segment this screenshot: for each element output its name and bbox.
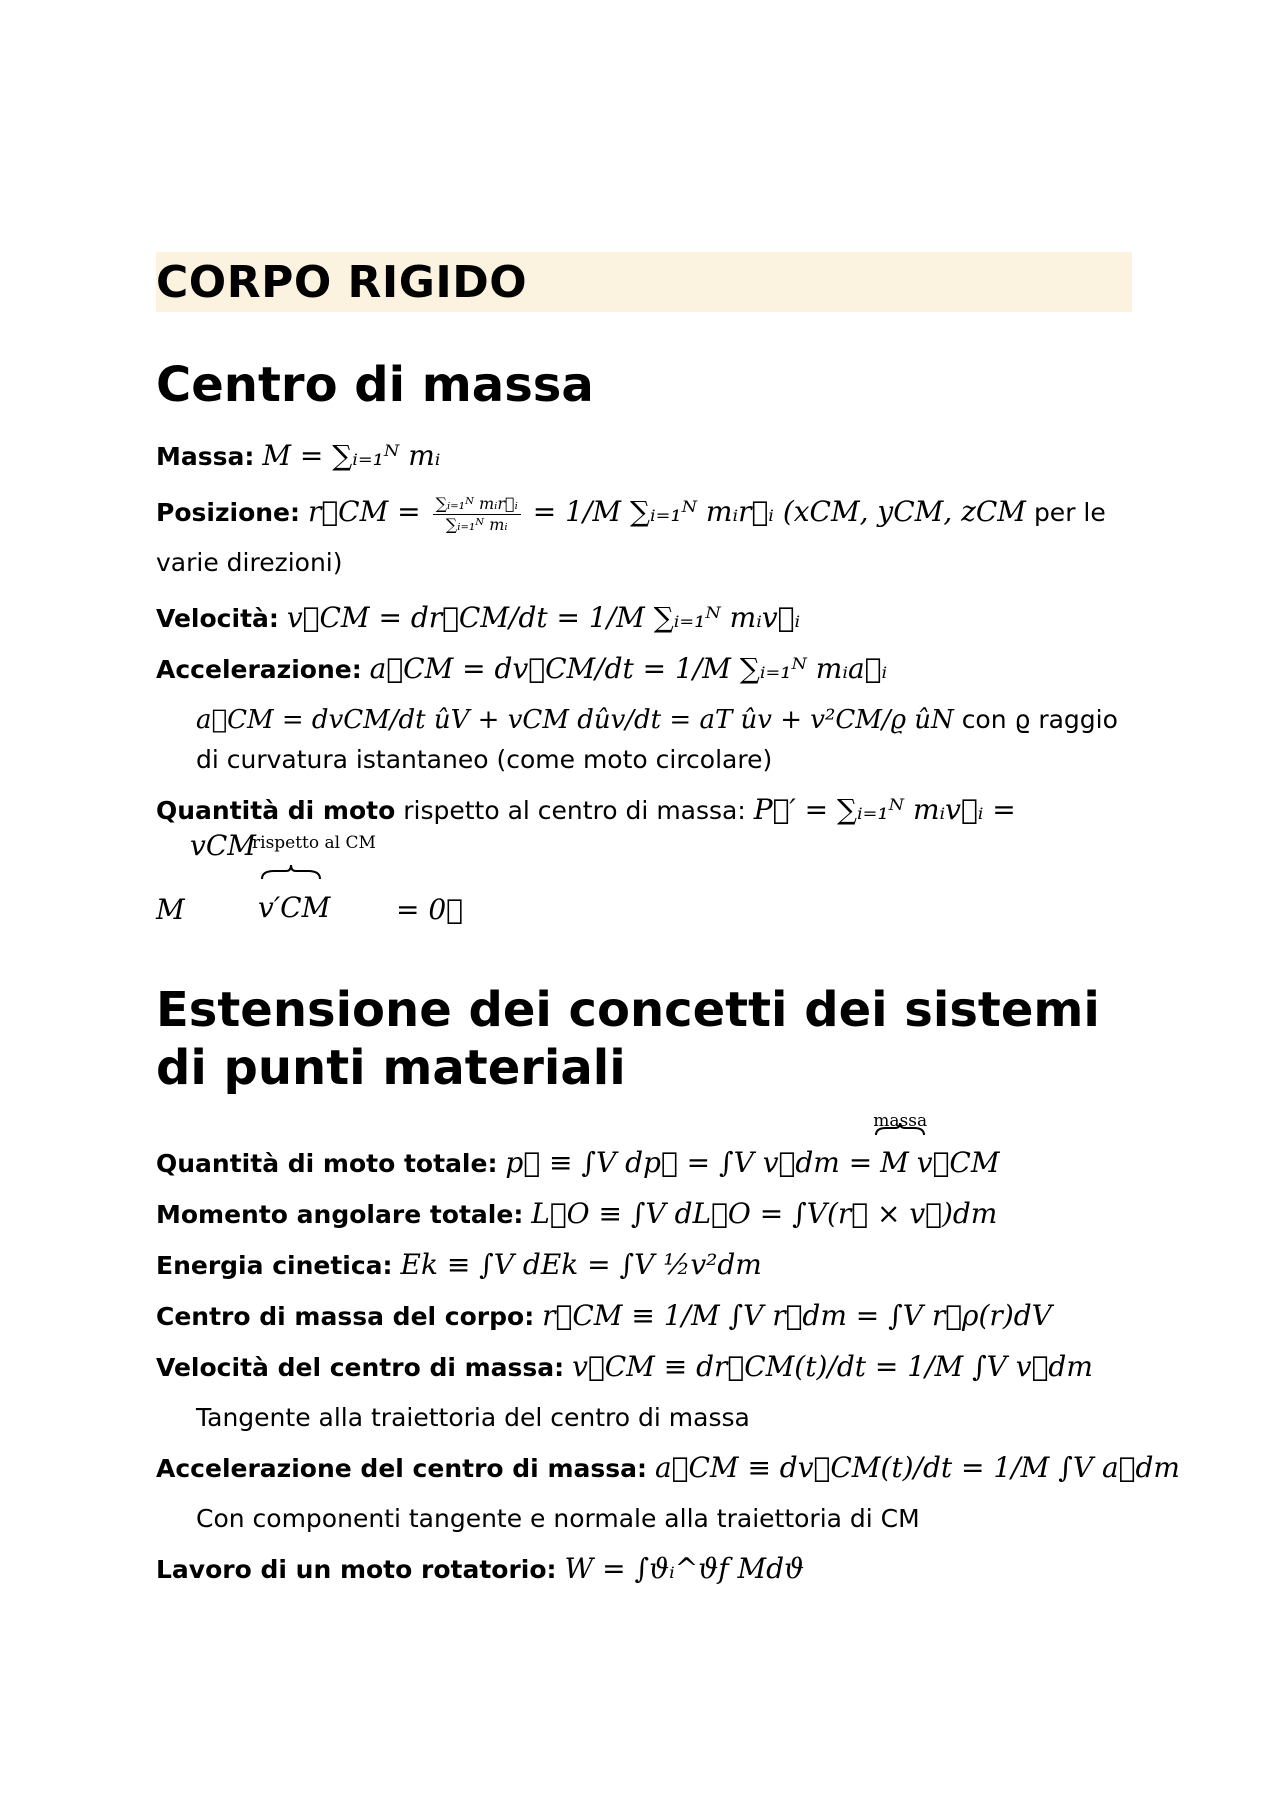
posizione-line: [156, 487, 1132, 588]
item-velocita-centro-massa: [156, 1347, 1132, 1388]
posizione-label: Posizione:: [156, 498, 300, 527]
accelerazione-line: [156, 649, 1132, 690]
quantita-di-moto-brace-block: [156, 831, 1132, 941]
velocita-formula: v⃗CM = dr⃗CM/dt = 1/M ∑ᵢ₌₁ᴺ mᵢv⃗ᵢ: [286, 601, 801, 634]
item-note: Con componenti tangente e normale alla traiettoria di CM: [196, 1504, 920, 1533]
quantita-di-moto-text: rispetto al centro di massa:: [403, 796, 746, 825]
section-heading-estensione: Estensione dei concetti dei sistemi di punti materiali: [156, 982, 1100, 1096]
equals-zero-vector: = 0⃗: [396, 893, 463, 926]
page-title: CORPO RIGIDO: [156, 256, 528, 308]
item-label: Velocità del centro di massa:: [156, 1353, 565, 1382]
item-formula: r⃗CM ≡ 1/M ∫V r⃗dm = ∫V r⃗ρ(r)dV: [542, 1299, 1052, 1332]
massa-formula: M = ∑ᵢ₌₁ᴺ mᵢ: [262, 439, 441, 472]
velocita-label: Velocità:: [156, 604, 279, 633]
title-banner: [156, 252, 1132, 312]
accelerazione-detail-text: con ϱ raggio di curvatura istantaneo (come moto circolare): [196, 705, 1118, 774]
item-lavoro-moto-rotatorio: [156, 1549, 1132, 1590]
accelerazione-detail-line: [156, 700, 1132, 780]
item-label: Lavoro di un moto rotatorio:: [156, 1555, 557, 1584]
item-label: Accelerazione del centro di massa:: [156, 1454, 647, 1483]
item-label: Quantità di moto totale:: [156, 1149, 498, 1178]
item-label: Centro di massa del corpo:: [156, 1302, 535, 1331]
quantita-di-moto-label: Quantità di moto: [156, 796, 396, 825]
section-heading-centro-di-massa: Centro di massa: [156, 357, 594, 413]
posizione-tail-text: per le varie direzioni): [156, 498, 1106, 577]
item-label: Energia cinetica:: [156, 1251, 393, 1280]
vcm-symbol: vCM: [190, 829, 256, 862]
item-label: Momento angolare totale:: [156, 1200, 524, 1229]
velocita-line: [156, 598, 1132, 639]
item-momento-angolare: [156, 1194, 1132, 1235]
mass-symbol: M: [156, 893, 185, 926]
item-formula: Ek ≡ ∫V dEk = ∫V ½v²dm: [400, 1248, 762, 1281]
item-energia-cinetica: [156, 1245, 1132, 1286]
overbrace-icon: [260, 863, 322, 881]
rispetto-al-cm-note: rispetto al CM: [252, 833, 376, 853]
item-formula-tail: v⃗CM: [916, 1146, 1000, 1179]
item-formula: L⃗O ≡ ∫V dL⃗O = ∫V(r⃗ × v⃗)dm: [531, 1197, 998, 1230]
mass-symbol: M: [880, 1146, 909, 1179]
item-formula: v⃗CM ≡ dr⃗CM(t)/dt = 1/M ∫V v⃗dm: [572, 1350, 1093, 1383]
quantita-di-moto-line: [156, 790, 1132, 831]
posizione-fraction: [433, 494, 521, 535]
vprime-cm-symbol: v′CM: [258, 891, 331, 924]
overbrace-icon: [874, 1121, 926, 1137]
posizione-formula-rhs: = 1/M ∑ᵢ₌₁ᴺ mᵢr⃗ᵢ (xCM, yCM, zCM: [532, 495, 1026, 528]
item-quantita-moto-totale: [156, 1111, 1132, 1184]
posizione-formula-lhs: r⃗CM =: [307, 495, 421, 528]
item-accelerazione-centro-massa: [156, 1448, 1180, 1489]
posizione-fraction-numerator: ∑ᵢ₌₁ᴺ mᵢr⃗ᵢ: [433, 494, 521, 515]
accelerazione-formula: a⃗CM = dv⃗CM/dt = 1/M ∑ᵢ₌₁ᴺ mᵢa⃗ᵢ: [369, 652, 888, 685]
document-page: [156, 252, 1180, 1600]
massa-label: Massa:: [156, 442, 255, 471]
accelerazione-label: Accelerazione:: [156, 655, 362, 684]
item-note: Tangente alla traiettoria del centro di massa: [196, 1403, 750, 1432]
posizione-fraction-denominator: ∑ᵢ₌₁ᴺ mᵢ: [445, 514, 508, 534]
quantita-di-moto-formula: P⃗′ = ∑ᵢ₌₁ᴺ mᵢv⃗ᵢ =: [753, 793, 1016, 826]
item-formula: p⃗ ≡ ∫V dp⃗ = ∫V v⃗dm =: [505, 1146, 873, 1179]
overbrace-mass: [873, 1111, 928, 1184]
massa-line: [156, 436, 1132, 477]
massa-note: massa: [873, 1111, 928, 1131]
item-formula: W = ∫ϑᵢ^ϑf Mdϑ: [564, 1552, 805, 1585]
item-centro-massa-corpo: [156, 1296, 1132, 1337]
item-formula: a⃗CM ≡ dv⃗CM(t)/dt = 1/M ∫V a⃗dm: [654, 1451, 1180, 1484]
accelerazione-detail-formula: a⃗CM = dvCM/dt ûV + vCM dûv/dt = aT ûv + v²CM/ϱ ûN: [196, 705, 954, 735]
